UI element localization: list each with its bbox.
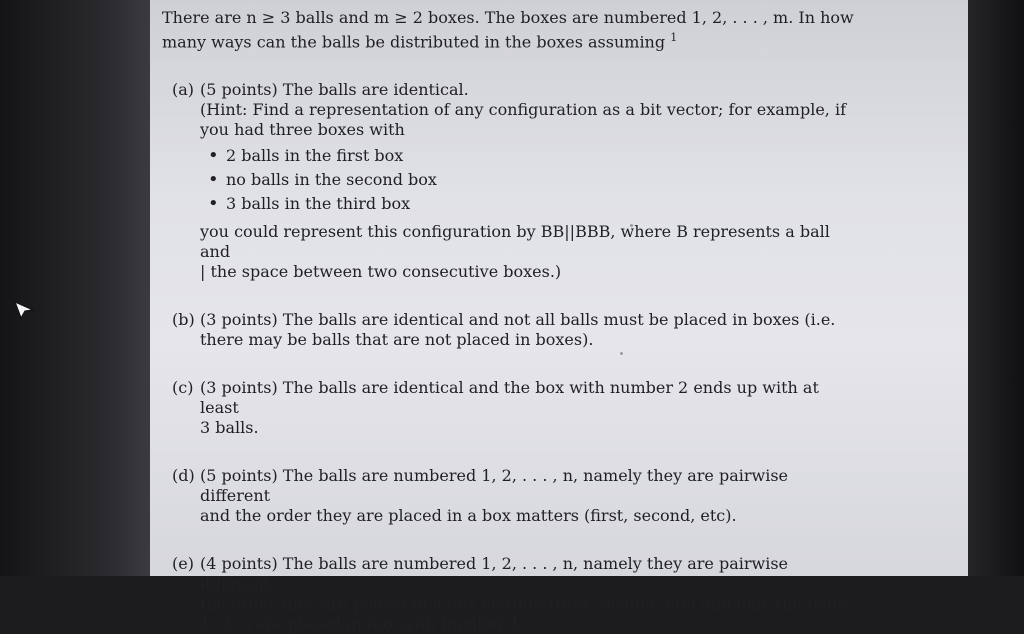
part-c-label: (c) [172, 378, 194, 398]
part-b-line-2: there may be balls that are not placed in boxes). [200, 330, 594, 350]
hint-bullet: • no balls in the second box [208, 168, 852, 192]
part-e-points: (4 points) [200, 554, 278, 574]
part-a [172, 80, 852, 282]
part-e-line-1: The balls are numbered 1, 2, . . . , n, namely they are pairwise different, [200, 554, 789, 594]
intro-line-2-text: many ways can the balls be distributed in the boxes assuming [162, 32, 666, 52]
footnote-marker: 1 [670, 31, 678, 44]
part-a-hint-line-2: you had three boxes with [200, 120, 405, 140]
screen [150, 0, 968, 634]
monitor-bezel-left [0, 0, 150, 576]
part-d [172, 466, 852, 526]
hint-bullet: • 3 balls in the third box [208, 192, 852, 216]
part-c-line-2: 3 balls. [200, 418, 259, 438]
part-a-points: (5 points) [200, 80, 278, 100]
intro-line-1: There are n ≥ 3 balls and m ≥ 2 boxes. The boxes are numbered 1, 2, . . . , m. In how [162, 8, 854, 27]
part-d-label: (d) [172, 466, 195, 486]
part-c-points: (3 points) [200, 378, 278, 398]
part-d-line-1: The balls are numbered 1, 2, . . . , n, namely they are pairwise different [200, 466, 789, 506]
part-e-line-2: the order they are placed in a box matters (first, second, etc) and only the balls [200, 594, 846, 614]
part-a-after-line-2: | the space between two consecutive boxes.) [200, 262, 562, 282]
problem-intro [162, 8, 862, 52]
part-b-label: (b) [172, 310, 195, 330]
hint-bullet-list [208, 144, 852, 216]
part-d-line-2: and the order they are placed in a box matters (first, second, etc). [200, 506, 737, 526]
part-a-hint-line-1: (Hint: Find a representation of any configuration as a bit vector; for example, if [200, 100, 847, 120]
monitor-bezel-right [966, 0, 1024, 576]
document-page [156, 8, 856, 634]
intro-line-2 [162, 28, 862, 52]
part-e [172, 554, 852, 634]
part-a-label: (a) [172, 80, 195, 100]
part-b-line-1: The balls are identical and not all balls must be placed in boxes (i.e. [282, 310, 836, 330]
part-a-after-line-1: you could represent this configuration by BB||BBB, where B represents a ball and [200, 222, 830, 262]
part-c [172, 378, 852, 438]
part-d-points: (5 points) [200, 466, 278, 486]
part-c-line-1: The balls are identical and the box with number 2 ends up with at least [200, 378, 819, 418]
part-b-points: (3 points) [200, 310, 278, 330]
hint-bullet: • 2 balls in the first box [208, 144, 852, 168]
part-e-label: (e) [172, 554, 194, 574]
part-a-text: The balls are identical. [282, 80, 469, 100]
part-b [172, 310, 852, 350]
part-e-line-3: 1, 2, 3 are placed in box with number 1. [200, 614, 525, 634]
